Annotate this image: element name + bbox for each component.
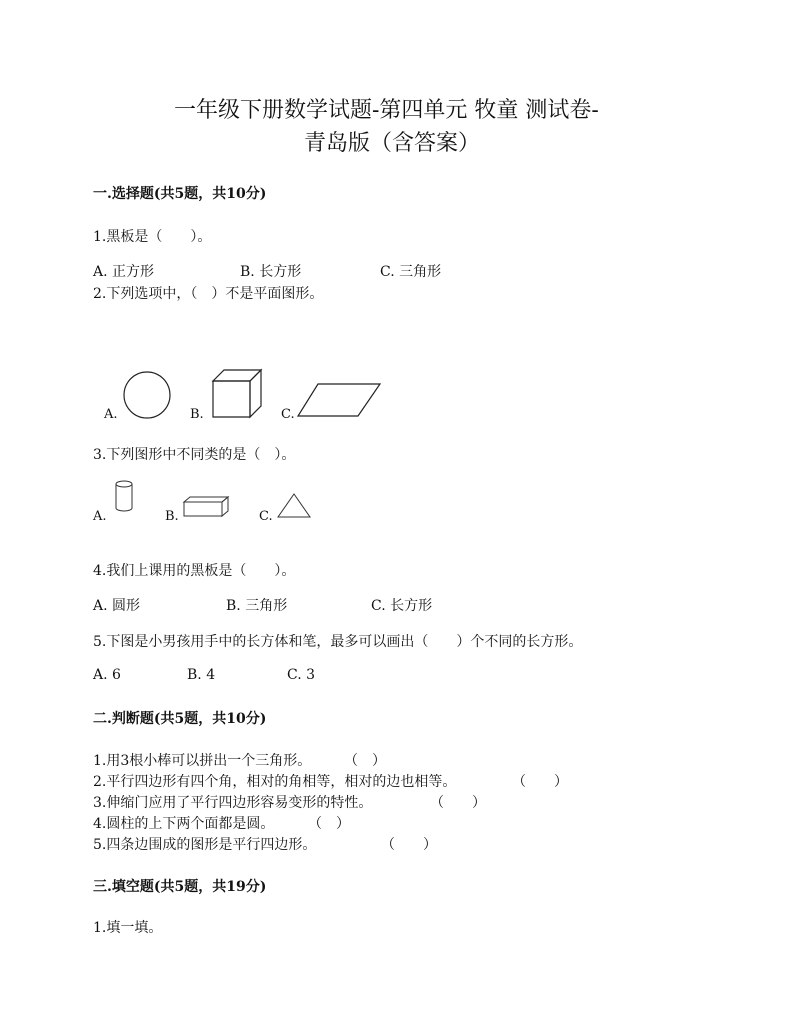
triangle-icon [277,492,313,520]
section-heading-judgement: 二.判断题(共5题，共10分) [93,711,267,727]
question-3-label-c: C. [259,509,273,524]
judgement-item-3-bracket: （ ） [430,795,486,811]
question-5: 5.下图是小男孩用手中的长方体和笔，最多可以画出（ ）个不同的长方形。 [93,634,583,650]
judgement-item-1: 1.用3根小棒可以拼出一个三角形。 [93,753,312,769]
question-4-option-c: C. 长方形 [371,598,433,614]
question-3-label-a: A. [93,509,107,524]
page-title-line2: 青岛版（含答案） [304,131,481,156]
judgement-item-4-bracket: （ ） [308,816,350,832]
judgement-item-5: 5.四条边围成的图形是平行四边形。 [93,837,317,853]
question-1-option-b: B. 长方形 [240,264,302,280]
question-5-option-a: A. 6 [93,667,121,683]
question-3-label-b: B. [165,509,179,524]
circle-icon [122,371,174,423]
section-heading-choice: 一.选择题(共5题，共10分) [93,186,267,202]
parallelogram-icon [296,382,384,418]
question-2-label-a: A. [104,407,118,422]
section-heading-fill: 三.填空题(共5题，共19分) [93,879,267,895]
question-3: 3.下列图形中不同类的是（ ）。 [93,447,296,463]
question-5-option-c: C. 3 [287,667,316,683]
judgement-item-3: 3.伸缩门应用了平行四边形容易变形的特性。 [93,795,373,811]
judgement-item-2: 2.平行四边形有四个角，相对的角相等，相对的边也相等。 [93,774,457,790]
cuboid-icon [182,496,232,518]
judgement-item-4: 4.圆柱的上下两个面都是圆。 [93,816,275,832]
fill-question-1: 1.填一填。 [93,920,163,936]
judgement-item-5-bracket: （ ） [381,837,437,853]
question-1-option-a: A. 正方形 [93,264,155,280]
cube-icon [210,368,266,420]
judgement-item-2-bracket: （ ） [512,774,568,790]
question-4: 4.我们上课用的黑板是（ ）。 [93,563,296,579]
question-4-option-b: B. 三角形 [226,598,288,614]
question-2-label-c: C. [281,407,295,422]
page-title-line1: 一年级下册数学试题-第四单元 牧童 测试卷- [174,98,599,123]
question-4-option-a: A. 圆形 [93,598,141,614]
cylinder-icon [114,480,136,514]
question-1: 1.黑板是（ ）。 [93,229,212,245]
question-2-label-b: B. [190,407,204,422]
question-2: 2.下列选项中，（ ）不是平面图形。 [93,286,324,302]
judgement-item-1-bracket: （ ） [344,753,386,769]
question-1-option-c: C. 三角形 [380,264,442,280]
question-5-option-b: B. 4 [187,667,216,683]
